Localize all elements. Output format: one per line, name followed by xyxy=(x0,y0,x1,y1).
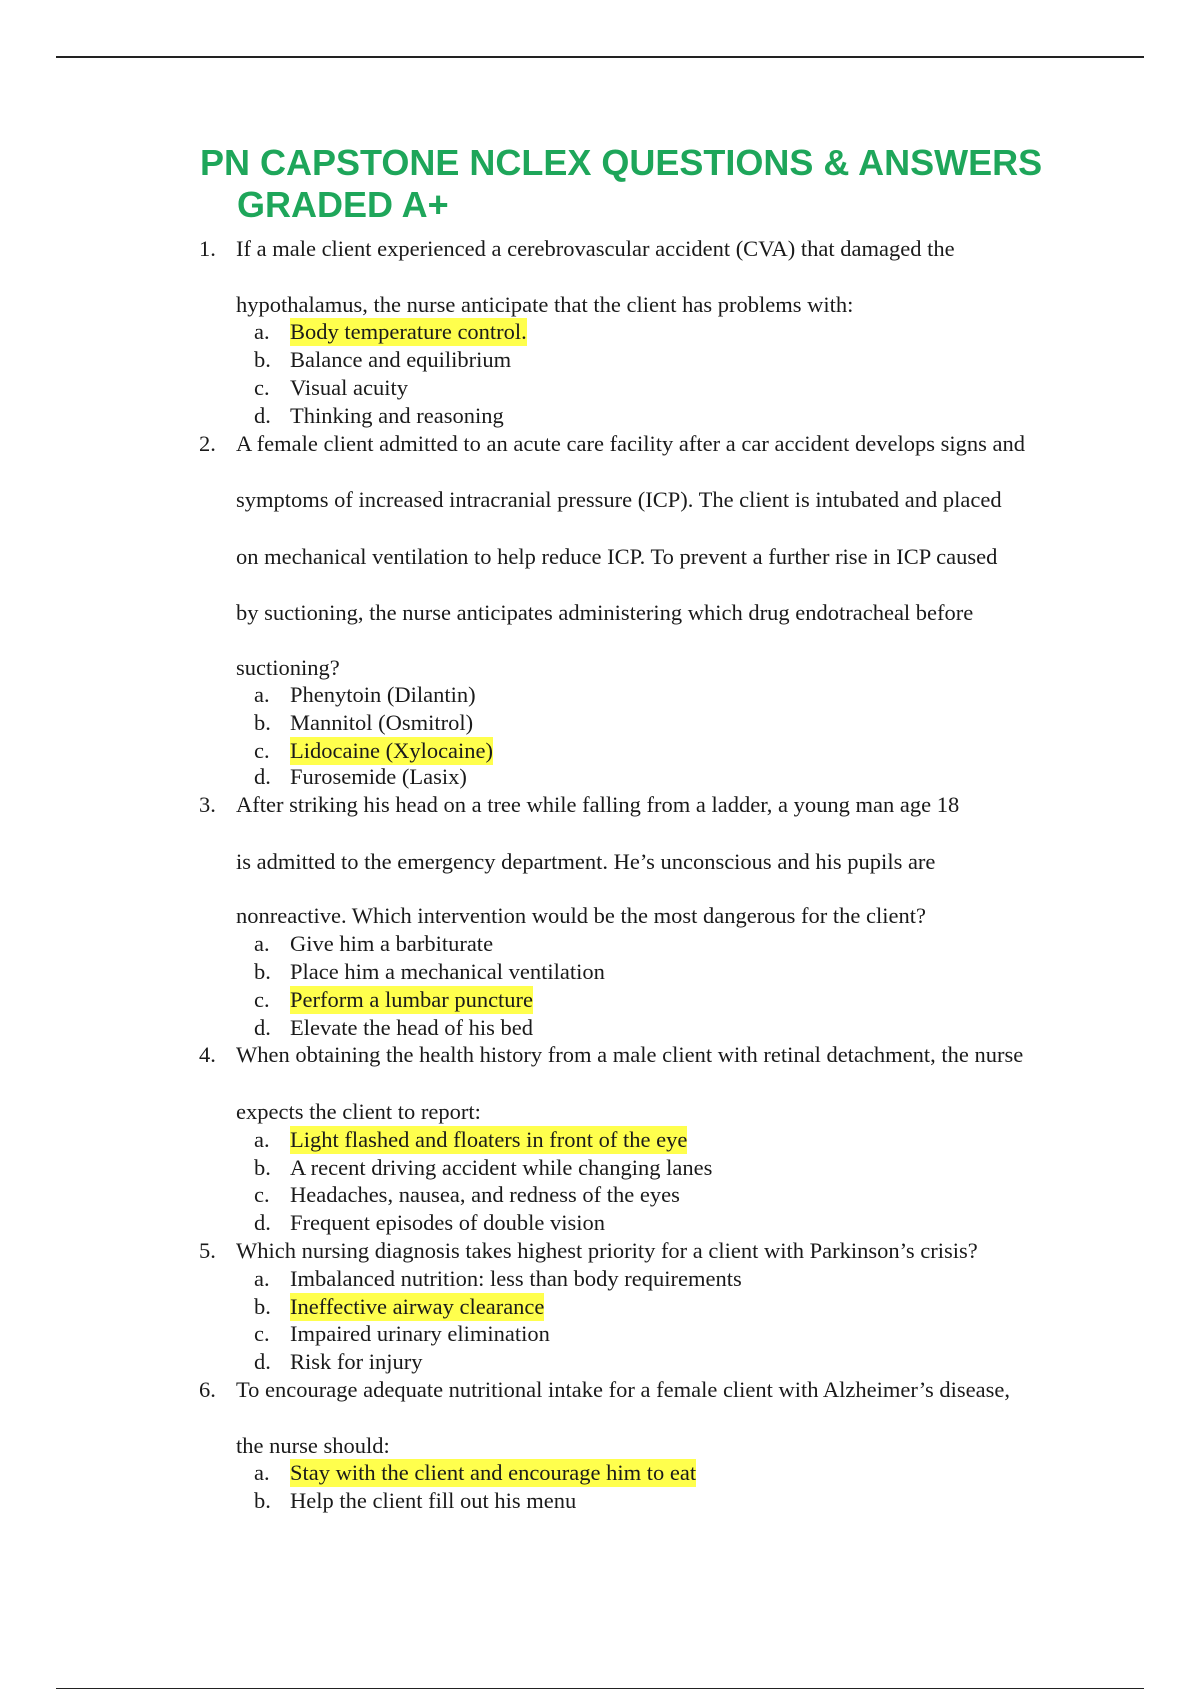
option-text: Give him a barbiturate xyxy=(290,931,494,956)
answer-option-b xyxy=(0,1154,1200,1182)
question-text-line: If a male client experienced a cerebrovascular accident (CVA) that damaged the xyxy=(236,236,955,261)
title-line-1: PN CAPSTONE NCLEX QUESTIONS & ANSWERS xyxy=(200,142,1043,183)
option-letter: d. xyxy=(254,1349,271,1374)
option-letter: a. xyxy=(254,682,270,707)
answer-option-b xyxy=(0,709,1200,737)
question-text-line: nonreactive. Which intervention would be the most dangerous for the client? xyxy=(236,903,926,928)
question-text-line: the nurse should: xyxy=(236,1433,390,1458)
option-text-highlighted: Light flashed and floaters in front of the eye xyxy=(290,1127,688,1152)
option-letter: a. xyxy=(254,931,270,956)
answer-option-a xyxy=(0,1265,1200,1293)
answer-option-d xyxy=(0,1348,1200,1376)
answer-option-d xyxy=(0,763,1200,791)
option-text: Furosemide (Lasix) xyxy=(290,764,467,789)
option-text: Impaired urinary elimination xyxy=(290,1321,550,1346)
answer-option-c xyxy=(0,737,1200,765)
question-text-line: expects the client to report: xyxy=(236,1099,481,1124)
option-text: Phenytoin (Dilantin) xyxy=(290,682,476,707)
question-number: 6. xyxy=(199,1377,216,1402)
option-letter: a. xyxy=(254,1460,270,1485)
option-letter: b. xyxy=(254,1294,271,1319)
top-rule xyxy=(56,56,1144,58)
option-text: A recent driving accident while changing lanes xyxy=(290,1155,713,1180)
answer-option-c xyxy=(0,374,1200,402)
question-text-line: Which nursing diagnosis takes highest priority for a client with Parkinson’s crisis? xyxy=(236,1238,978,1263)
option-text: Visual acuity xyxy=(290,375,408,400)
option-letter: a. xyxy=(254,319,270,344)
answer-option-a xyxy=(0,318,1200,346)
option-text: Frequent episodes of double vision xyxy=(290,1210,605,1235)
question-number: 1. xyxy=(199,236,216,261)
question-text-line: hypothalamus, the nurse anticipate that the client has problems with: xyxy=(236,292,854,317)
option-letter: c. xyxy=(254,738,270,763)
question-text-line: suctioning? xyxy=(236,655,340,680)
option-letter: b. xyxy=(254,1155,271,1180)
answer-option-c xyxy=(0,1181,1200,1209)
option-letter: b. xyxy=(254,1488,271,1513)
option-letter: b. xyxy=(254,710,271,735)
option-letter: c. xyxy=(254,1182,270,1207)
answer-option-a xyxy=(0,1126,1200,1154)
question-number: 4. xyxy=(199,1042,216,1067)
option-letter: c. xyxy=(254,987,270,1012)
title-line-2: GRADED A+ xyxy=(237,184,449,225)
question-text-line: After striking his head on a tree while falling from a ladder, a young man age 18 xyxy=(236,792,960,817)
question-text-line: by suctioning, the nurse anticipates administering which drug endotracheal before xyxy=(236,600,974,625)
option-letter: a. xyxy=(254,1266,270,1291)
answer-option-c xyxy=(0,986,1200,1014)
option-letter: d. xyxy=(254,403,271,428)
question-text-line: When obtaining the health history from a male client with retinal detachment, the nurse xyxy=(236,1042,1024,1067)
answer-option-b xyxy=(0,958,1200,986)
option-text-highlighted: Perform a lumbar puncture xyxy=(290,987,534,1012)
answer-option-a xyxy=(0,930,1200,958)
question-text-line: on mechanical ventilation to help reduce ICP. To prevent a further rise in ICP caused xyxy=(236,544,998,569)
option-letter: b. xyxy=(254,347,271,372)
option-text-highlighted: Ineffective airway clearance xyxy=(290,1294,545,1319)
answer-option-b xyxy=(0,1487,1200,1515)
answer-option-b xyxy=(0,346,1200,374)
option-letter: b. xyxy=(254,959,271,984)
option-text: Place him a mechanical ventilation xyxy=(290,959,605,984)
question-text-line: is admitted to the emergency department. He’s unconscious and his pupils are xyxy=(236,849,936,874)
option-text: Help the client fill out his menu xyxy=(290,1488,577,1513)
option-text: Elevate the head of his bed xyxy=(290,1015,534,1040)
question-text-line: symptoms of increased intracranial pressure (ICP). The client is intubated and placed xyxy=(236,487,1002,512)
bottom-rule xyxy=(56,1688,1144,1689)
answer-option-c xyxy=(0,1320,1200,1348)
option-letter: d. xyxy=(254,1015,271,1040)
option-text: Headaches, nausea, and redness of the eyes xyxy=(290,1182,680,1207)
question-text-line: A female client admitted to an acute care facility after a car accident develops signs and xyxy=(236,431,1026,456)
question-number: 3. xyxy=(199,792,216,817)
answer-option-d xyxy=(0,1014,1200,1042)
option-letter: d. xyxy=(254,764,271,789)
answer-option-b xyxy=(0,1293,1200,1321)
option-letter: d. xyxy=(254,1210,271,1235)
question-number: 2. xyxy=(199,431,216,456)
answer-option-d xyxy=(0,1209,1200,1237)
option-text: Mannitol (Osmitrol) xyxy=(290,710,474,735)
option-letter: c. xyxy=(254,1321,270,1346)
question-text-line: To encourage adequate nutritional intake for a female client with Alzheimer’s disease, xyxy=(236,1377,1010,1402)
option-text: Thinking and reasoning xyxy=(290,403,504,428)
option-text-highlighted: Body temperature control. xyxy=(290,319,527,344)
option-text: Imbalanced nutrition: less than body requirements xyxy=(290,1266,742,1291)
answer-option-a xyxy=(0,1459,1200,1487)
answer-option-d xyxy=(0,402,1200,430)
option-letter: a. xyxy=(254,1127,270,1152)
page-title xyxy=(200,142,1100,226)
option-text-highlighted: Stay with the client and encourage him to eat xyxy=(290,1460,697,1485)
option-letter: c. xyxy=(254,375,270,400)
answer-option-a xyxy=(0,681,1200,709)
question-number: 5. xyxy=(199,1238,216,1263)
option-text: Risk for injury xyxy=(290,1349,423,1374)
option-text: Balance and equilibrium xyxy=(290,347,512,372)
option-text-highlighted: Lidocaine (Xylocaine) xyxy=(290,738,494,763)
